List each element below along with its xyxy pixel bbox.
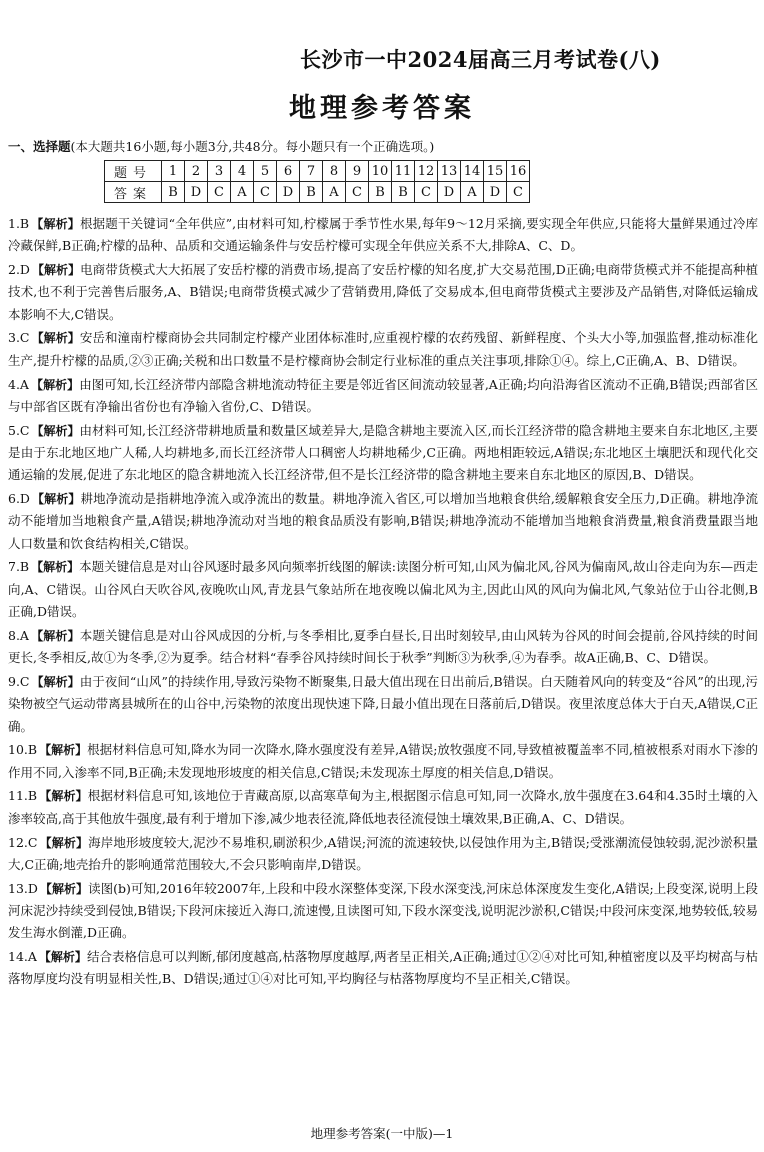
explanation-text: 安岳和潼南柠檬商协会共同制定柠檬产业团体标准时,应重视柠檬的农药残留、新鲜程度、个头大小等,加强监督,推动标准化生产,提升柠檬的品质,②③正确;关税和出口数量不是柠檬商协会制定行业标准的重点关注事项,排除①④。综上,C正确,A、B、D错误。: [8, 330, 758, 368]
question-answer-label: 11.B: [8, 788, 38, 804]
analysis-tag: 【解析】: [31, 560, 80, 575]
question-number-cell: 16: [507, 161, 530, 182]
answer-cell: B: [300, 182, 323, 203]
question-number-cell: 15: [484, 161, 507, 182]
explanation-item: [8, 420, 758, 487]
answer-cell: A: [323, 182, 346, 203]
question-number-cell: 8: [323, 161, 346, 182]
answer-cell: C: [208, 182, 231, 203]
explanation-text: 读图(b)可知,2016年较2007年,上段和中段水深整体变深,下段水深变浅,河床总体深度发生变化,A错误;上段变深,说明上段河床泥沙持续受到侵蚀,B错误;下段河床接近入海口,流速慢,且读图可知,下段水深变浅,说明泥沙淤积,C错误;中段河床变深,地势较低,较易发生海水倒灌,D正确。: [8, 880, 758, 941]
question-answer-label: 10.B: [8, 742, 38, 758]
question-number-cell: 12: [415, 161, 438, 182]
explanation-text: 根据材料信息可知,降水为同一次降水,降水强度没有差异,A错误;放牧强度不同,导致植被覆盖率不同,植被根系对雨水下渗的作用不同,入渗率不同,B正确;未发现地形坡度的相关信息,C错误;未发现冻土厚度的相关信息,D错误。: [8, 742, 758, 780]
section-label: 一、选择题: [8, 139, 71, 154]
question-answer-label: 5.C: [8, 422, 30, 438]
question-number-cell: 9: [346, 161, 369, 182]
page-footer: 地理参考答案(一中版)—1: [310, 1126, 454, 1141]
explanation-item: [8, 374, 758, 419]
explanation-item: [8, 785, 758, 830]
explanation-item: [8, 832, 758, 877]
explanation-item: [8, 488, 758, 555]
explanation-item: [8, 946, 758, 991]
answer-cell: C: [415, 182, 438, 203]
question-answer-label: 8.A: [8, 627, 29, 643]
answer-table-number-row: [105, 161, 530, 182]
explanation-text: 由图可知,长江经济带内部隐含耕地流动特征主要是邻近省区间流动较显著,A正确;均向沿海省区流动不正确,B错误;西部省区与中部省区既有净输出省份也有净输入省份,C、D错误。: [8, 376, 758, 414]
section-instructions: (本大题共16小题,每小题3分,共48分。每小题只有一个正确选项。): [70, 139, 435, 154]
exam-title: 长沙市一中2024届高三月考试卷(八): [300, 47, 661, 72]
question-answer-label: 2.D: [8, 262, 30, 278]
explanation-item: [8, 327, 758, 372]
explanation-item: [8, 556, 758, 623]
question-answer-label: 3.C: [8, 330, 30, 346]
analysis-tag: 【解析】: [30, 628, 80, 643]
question-number-cell: 10: [369, 161, 392, 182]
analysis-tag: 【解析】: [39, 789, 88, 804]
explanation-item: [8, 259, 758, 326]
question-number-cell: 1: [162, 161, 185, 182]
analysis-tag: 【解析】: [31, 492, 81, 507]
explanation-text: 海岸地形坡度较大,泥沙不易堆积,刷淤积少,A错误;河流的流速较快,以侵蚀作用为主,B错误;受涨潮流侵蚀较弱,泥沙淤积量大,C正确;地壳抬升的影响通常范围较大,不会只影响南岸,D错误。: [8, 834, 758, 872]
explanation-list: [8, 213, 758, 992]
answer-cell: A: [231, 182, 254, 203]
answer-cell: B: [392, 182, 415, 203]
analysis-tag: 【解析】: [38, 950, 87, 964]
answer-cell: B: [369, 182, 392, 203]
explanation-item: [8, 671, 758, 738]
answer-table: [104, 160, 530, 203]
explanation-text: 由于夜间“山风”的持续作用,导致污染物不断聚集,日最大值出现在日出前后,B错误。白天随着风向的转变及“谷风”的出现,污染物被空气运动带离县城所在的山谷中,污染物的浓度出现快速下降,日最小值出现在日落前后,D错误。夜里浓度总体大于白天,A错误,C正确。: [8, 673, 758, 734]
question-number-cell: 6: [277, 161, 300, 182]
answer-table-row-label: 答案: [105, 182, 162, 203]
explanation-item: [8, 625, 758, 670]
answer-cell: D: [185, 182, 208, 203]
analysis-tag: 【解析】: [30, 377, 80, 392]
explanation-text: 耕地净流动是指耕地净流入或净流出的数量。耕地净流入省区,可以增加当地粮食供给,缓解粮食安全压力,D正确。耕地净流动不能增加当地粮食产量,A错误;耕地净流动对当地的粮食品质没有影响,B错误;耕地净流动不能增加当地粮食消费量,粮食消费量跟当地人口数量和饮食结构相关,C错误。: [8, 491, 758, 551]
explanation-item: [8, 213, 758, 258]
question-number-cell: 13: [438, 161, 461, 182]
explanation-item: [8, 878, 758, 945]
answer-cell: C: [507, 182, 530, 203]
question-number-cell: 2: [185, 161, 208, 182]
question-answer-label: 7.B: [8, 559, 30, 575]
answer-cell: D: [484, 182, 507, 203]
page-title: 地理参考答案: [289, 93, 475, 124]
analysis-tag: 【解析】: [31, 331, 80, 346]
explanation-text: 本题关键信息是对山谷风成因的分析,与冬季相比,夏季白昼长,日出时刻较早,由山风转为谷风的时间会提前,谷风持续的时间更长,冬季相反,故①为冬季,②为夏季。结合材料“春季谷风持续时间长于秋季”判断③为秋季,④为春季。故A正确,B、C、D错误。: [8, 627, 758, 666]
question-answer-label: 14.A: [8, 949, 37, 964]
answer-table-answer-row: [105, 182, 530, 203]
question-number-cell: 4: [231, 161, 254, 182]
analysis-tag: 【解析】: [39, 835, 89, 850]
analysis-tag: 【解析】: [31, 674, 80, 689]
answer-cell: D: [438, 182, 461, 203]
analysis-tag: 【解析】: [31, 263, 81, 278]
analysis-tag: 【解析】: [31, 423, 80, 438]
explanation-text: 结合表格信息可以判断,郁闭度越高,枯落物厚度越厚,两者呈正相关,A正确;通过①②④对比可知,种植密度以及平均树高与枯落物厚度均没有明显相关性,B、D错误;通过①④对比可知,平均胸径与枯落物厚度均不呈正相关,C错误。: [8, 949, 758, 987]
question-number-cell: 5: [254, 161, 277, 182]
explanation-text: 由材料可知,长江经济带耕地质量和数量区域差异大,是隐含耕地主要流入区,而长江经济带的隐含耕地主要来自东北地区,主要是由于东北地区地广人稀,人均耕地多,而长江经济带人口稠密人均耕地稀少,C正确。两地相距较远,A错误;东北地区土壤肥沃和现代化交通运输的发展,促进了东北地区的隐含耕地流入长江经济带,但不是长江经济带的隐含耕地主要来自东北地区的原因,B、D错误。: [8, 422, 758, 483]
explanation-text: 电商带货模式大大拓展了安岳柠檬的消费市场,提高了安岳柠檬的知名度,扩大交易范围,D正确;电商带货模式并不能提高种植技术,也不利于完善售后服务,A、B错误;电商带货模式减少了营销费用,降低了交易成本,但电商带货模式主要涉及产品销售,对降低运输成本影响不大,C错误。: [8, 262, 758, 322]
question-number-cell: 3: [208, 161, 231, 182]
answer-table-row-label: 题号: [105, 161, 162, 182]
section-heading: [8, 137, 434, 155]
question-answer-label: 9.C: [8, 673, 30, 689]
analysis-tag: 【解析】: [39, 743, 88, 758]
question-number-cell: 14: [461, 161, 484, 182]
answer-cell: A: [461, 182, 484, 203]
answer-cell: C: [346, 182, 369, 203]
question-answer-label: 13.D: [8, 880, 38, 896]
question-answer-label: 6.D: [8, 491, 30, 507]
question-answer-label: 4.A: [8, 376, 29, 392]
answer-cell: B: [162, 182, 185, 203]
explanation-text: 根据材料信息可知,该地位于青藏高原,以高寒草甸为主,根据图示信息可知,同一次降水,放牛强度在3.64和4.35时土壤的入渗率较高,高于其他放牛强度,最有利于增加下渗,减少地表径流,降低地表径流侵蚀土壤效果,B正确,A、C、D错误。: [8, 788, 758, 826]
analysis-tag: 【解析】: [39, 881, 89, 896]
question-answer-label: 1.B: [8, 216, 30, 231]
question-number-cell: 7: [300, 161, 323, 182]
question-number-cell: 11: [392, 161, 415, 182]
answer-cell: D: [277, 182, 300, 203]
question-answer-label: 12.C: [8, 834, 38, 850]
answer-cell: C: [254, 182, 277, 203]
explanation-text: 根据题干关键词“全年供应”,由材料可知,柠檬属于季节性水果,每年9～12月采摘,要实现全年供应,只能将大量鲜果通过冷库冷藏保鲜,B正确;柠檬的品种、品质和交通运输条件与安岳柠檬可实现全年供应关系不大,排除A、C、D。: [8, 216, 758, 254]
analysis-tag: 【解析】: [31, 217, 80, 231]
explanation-text: 本题关键信息是对山谷风逐时最多风向频率折线图的解读:读图分析可知,山风为偏北风,谷风为偏南风,故山谷走向为东—西走向,A、C错误。山谷风白天吹谷风,夜晚吹山风,青龙县气象站所在地夜晚以偏北风为主,因此山风的风向为偏北风,气象站位于山谷北侧,B正确,D错误。: [8, 559, 758, 620]
explanation-item: [8, 739, 758, 784]
